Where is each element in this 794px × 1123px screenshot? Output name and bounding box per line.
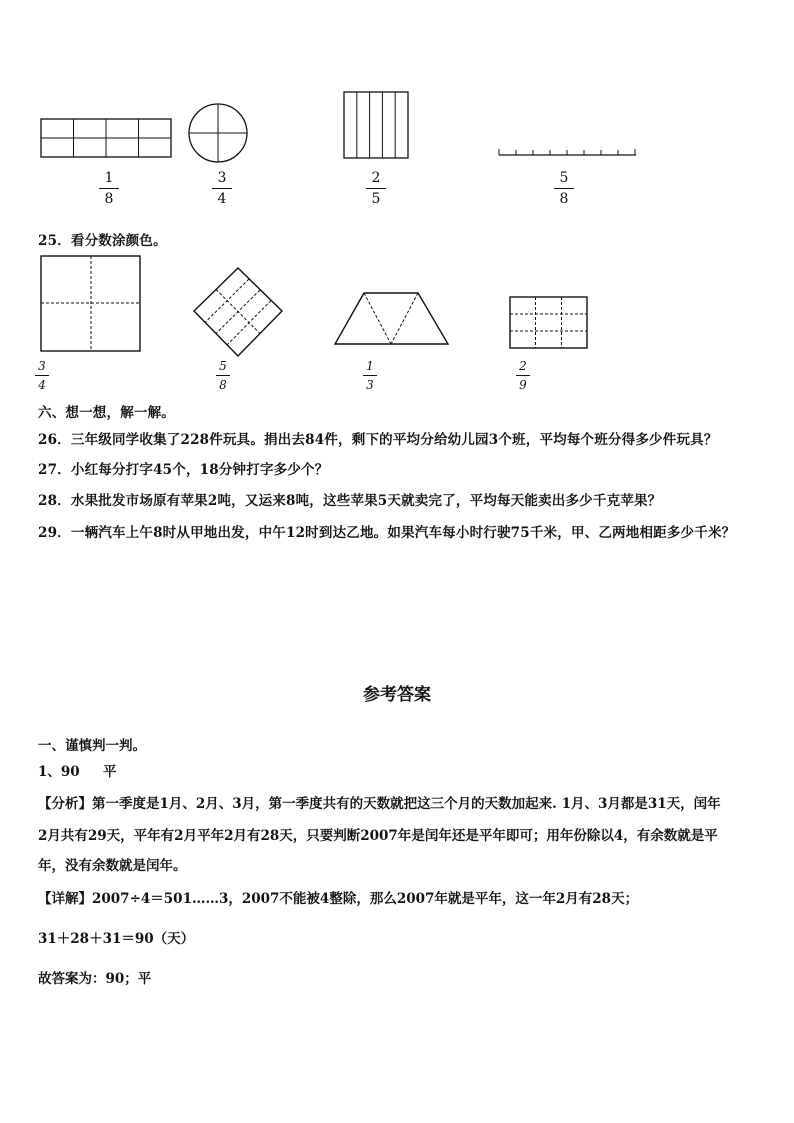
section-6-heading: 六、想一想，解一解。	[38, 405, 175, 421]
calc-line: 31＋28＋31＝90（天）	[38, 931, 195, 947]
analysis-line-1: 【分析】第一季度是1月、2月、3月，第一季度共有的天数就把这三个月的天数加起来. 1月、3月都是31天，闰年	[38, 796, 721, 812]
numerator: 3	[38, 359, 46, 373]
denominator: 9	[519, 378, 527, 392]
rect-fifths-figure	[343, 91, 411, 161]
denominator: 5	[371, 191, 381, 207]
numerator: 5	[219, 359, 227, 373]
answer-1-word: 平	[103, 764, 117, 780]
detail-line: 【详解】2007÷4＝501……3，2007不能被4整除，那么2007年就是平年，这一年2月有28天；	[38, 891, 639, 907]
rect-ninths-figure	[509, 296, 589, 350]
denominator: 8	[219, 378, 227, 392]
denominator: 3	[366, 378, 374, 392]
diamond-eighths-figure	[193, 267, 285, 359]
numerator: 5	[559, 170, 569, 186]
analysis-line-3: 年，没有余数就是闰年。	[38, 858, 187, 874]
fraction-1-3-q25	[361, 359, 379, 392]
question-26: 26．三年级同学收集了228件玩具。捐出去84件，剩下的平均分给幼儿园3个班，平均每个班分得多少件玩具？	[38, 432, 718, 448]
fraction-3-4-q25	[33, 359, 51, 392]
numerator: 3	[217, 170, 227, 186]
rect-eighths-figure	[40, 118, 174, 160]
denominator: 8	[559, 191, 569, 207]
numerator: 1	[104, 170, 114, 186]
question-28: 28．水果批发市场原有苹果2吨，又运来8吨，这些苹果5天就卖完了，平均每天能卖出多少千克苹果？	[38, 493, 662, 509]
numerator: 2	[519, 359, 527, 373]
analysis-line-2: 2月共有29天，平年有2月平年2月有28天，只要判断2007年是闰年还是平年即可；用年份除以4，有余数就是平	[38, 828, 718, 844]
fraction-5-8-q25	[214, 359, 232, 392]
numerator: 2	[371, 170, 381, 186]
fraction-5-8	[552, 170, 576, 207]
circle-quarters-figure	[188, 103, 250, 165]
question-29: 29．一辆汽车上午8时从甲地出发，中午12时到达乙地。如果汽车每小时行驶75千米，甲、乙两地相距多少千米？	[38, 525, 736, 541]
denominator: 4	[217, 191, 227, 207]
denominator: 4	[38, 378, 46, 392]
number-line-eighths-figure	[498, 147, 638, 159]
answers-section-1: 一、谨慎判一判。	[38, 738, 146, 754]
square-quarters-figure	[40, 255, 142, 353]
fraction-2-9-q25	[514, 359, 532, 392]
fraction-2-5	[364, 170, 388, 207]
question-27: 27．小红每分打字45个，18分钟打字多少个？	[38, 462, 329, 478]
fraction-3-4	[210, 170, 234, 207]
final-answer: 故答案为：90；平	[38, 971, 152, 987]
denominator: 8	[104, 191, 114, 207]
answers-title: 参考答案	[363, 685, 431, 705]
trapezoid-thirds-figure	[334, 292, 450, 346]
numerator: 1	[366, 359, 374, 373]
question-25-label: 25．看分数涂颜色。	[38, 233, 167, 249]
fraction-1-8	[97, 170, 121, 207]
answer-1-number: 1、90	[38, 764, 80, 780]
